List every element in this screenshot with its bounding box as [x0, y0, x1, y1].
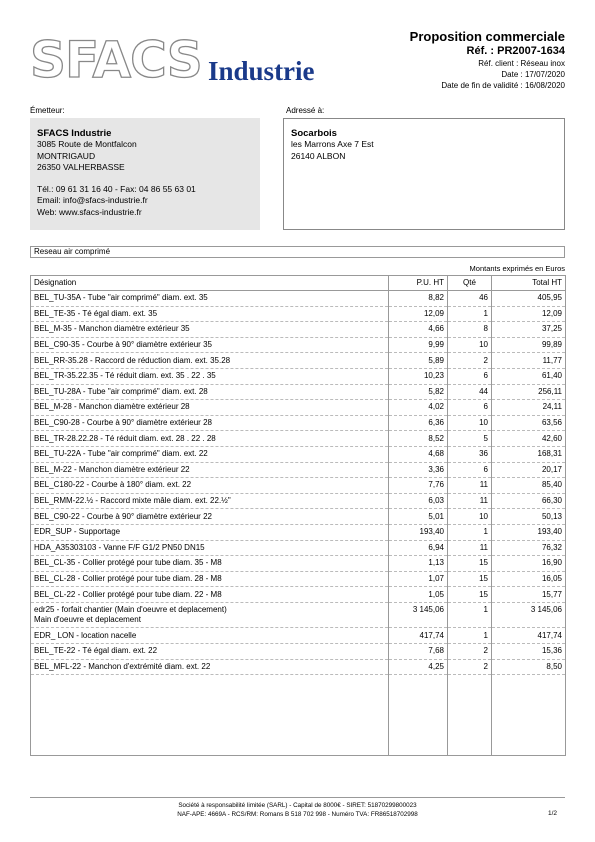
document-ref: Réf. : PR2007-1634: [466, 45, 565, 57]
cell-unit-price: 3,36: [389, 462, 448, 478]
emitter-address1: 3085 Route de Montfalcon: [37, 139, 137, 150]
table-row: [31, 400, 566, 416]
item-designation: BEL_TU-35A - Tube "air comprimé" diam. ext. 35: [34, 293, 208, 303]
recipient-address1: les Marrons Axe 7 Est: [291, 139, 374, 150]
document-date: Date : 17/07/2020: [501, 70, 565, 79]
logo-text: SFACS: [30, 31, 202, 89]
cell-total: 12,09: [492, 306, 566, 322]
logo-suffix: Industrie: [208, 56, 315, 86]
cell-designation: [31, 628, 389, 644]
emitter-address3: 26350 VALHERBASSE: [37, 161, 125, 172]
item-designation-detail: Main d'oeuvre et deplacement: [34, 615, 141, 625]
legal-footer: [30, 797, 565, 819]
cell-unit-price: 417,74: [389, 628, 448, 644]
table-row: [31, 644, 566, 660]
cell-unit-price: 5,01: [389, 509, 448, 525]
cell-total: 16,05: [492, 571, 566, 587]
cell-unit-price: 7,76: [389, 478, 448, 494]
cell-unit-price: 8,82: [389, 291, 448, 307]
emitter-box: [30, 118, 260, 230]
table-row: [31, 384, 566, 400]
cell-quantity: 5: [448, 431, 492, 447]
item-designation: BEL_TE-35 - Té égal diam. ext. 35: [34, 308, 158, 318]
item-designation: BEL_CL-28 - Collier protégé pour tube diam. 28 - M8: [34, 573, 222, 583]
cell-quantity: 1: [448, 602, 492, 628]
document-header: [265, 29, 565, 91]
footer-line1: Société à responsabilité limitée (SARL) - Capital de 8000€ - SIRET: 51870299800023: [178, 802, 417, 809]
cell-designation: [31, 415, 389, 431]
cell-unit-price: 5,82: [389, 384, 448, 400]
cell-unit-price: 5,89: [389, 353, 448, 369]
cell-quantity: 11: [448, 493, 492, 509]
cell-unit-price: 6,94: [389, 540, 448, 556]
cell-quantity: 15: [448, 556, 492, 572]
emitter-email: Email: info@sfacs-industrie.fr: [37, 195, 148, 206]
cell-designation: [31, 644, 389, 660]
table-row: [31, 659, 566, 675]
document-title: Proposition commerciale: [409, 29, 565, 44]
validity-date: Date de fin de validité : 16/08/2020: [441, 81, 565, 90]
table-row: [31, 478, 566, 494]
recipient-label: Adressé à:: [286, 106, 325, 115]
item-designation: BEL_TR-35.22.35 - Té réduit diam. ext. 35 . 22 . 35: [34, 371, 216, 381]
table-row: [31, 431, 566, 447]
amounts-note: Montants exprimés en Euros: [469, 264, 565, 273]
items-table: [30, 275, 566, 756]
cell-unit-price: 6,03: [389, 493, 448, 509]
cell-total: 8,50: [492, 659, 566, 675]
table-row: [31, 571, 566, 587]
table-row: [31, 556, 566, 572]
cell-unit-price: 10,23: [389, 368, 448, 384]
item-designation: BEL_CL-22 - Collier protégé pour tube diam. 22 - M8: [34, 589, 222, 599]
cell-quantity: 15: [448, 571, 492, 587]
cell-total: 168,31: [492, 446, 566, 462]
cell-total: 99,89: [492, 337, 566, 353]
table-row: [31, 415, 566, 431]
cell-designation: [31, 540, 389, 556]
cell-designation: [31, 556, 389, 572]
item-designation: BEL_M-35 - Manchon diamètre extérieur 35: [34, 324, 190, 334]
item-designation: BEL_TU-28A - Tube "air comprimé" diam. ext. 28: [34, 386, 208, 396]
cell-designation: [31, 478, 389, 494]
cell-total: 3 145,06: [492, 602, 566, 628]
header-total: Total HT: [492, 276, 566, 291]
table-row: [31, 368, 566, 384]
cell-total: 15,36: [492, 644, 566, 660]
item-designation: BEL_TU-22A - Tube "air comprimé" diam. ext. 22: [34, 449, 208, 459]
table-row: [31, 353, 566, 369]
item-designation: BEL_TE-22 - Té égal diam. ext. 22: [34, 646, 158, 656]
cell-designation: [31, 384, 389, 400]
cell-quantity: 36: [448, 446, 492, 462]
item-designation: EDR_SUP - Supportage: [34, 527, 121, 537]
table-row: [31, 602, 566, 628]
cell-total: 76,32: [492, 540, 566, 556]
cell-designation: [31, 431, 389, 447]
item-designation: BEL_TR-28.22.28 - Té réduit diam. ext. 28 . 22 . 28: [34, 433, 216, 443]
cell-total: 61,40: [492, 368, 566, 384]
cell-quantity: 11: [448, 478, 492, 494]
cell-unit-price: 3 145,06: [389, 602, 448, 628]
cell-designation: [31, 306, 389, 322]
item-designation: BEL_C90-22 - Courbe à 90° diamètre extérieur 22: [34, 511, 212, 521]
cell-designation: [31, 353, 389, 369]
table-row: [31, 540, 566, 556]
item-designation: BEL_M-22 - Manchon diamètre extérieur 22: [34, 464, 190, 474]
cell-total: 20,17: [492, 462, 566, 478]
item-designation: BEL_C90-28 - Courbe à 90° diamètre extérieur 28: [34, 418, 212, 428]
cell-quantity: 1: [448, 628, 492, 644]
header-unit-price: P.U. HT: [389, 276, 448, 291]
table-row: [31, 493, 566, 509]
cell-unit-price: 1,05: [389, 587, 448, 603]
footer-line2: NAF-APE: 4669A - RCS/RM: Romans B 518 702 998 - Numéro TVA: FR86518702998: [177, 810, 418, 818]
item-designation: BEL_RMM-22.½ - Raccord mixte mâle diam. ext. 22.½": [34, 496, 231, 506]
cell-quantity: 2: [448, 644, 492, 660]
cell-total: 37,25: [492, 322, 566, 338]
emitter-address2: MONTRIGAUD: [37, 150, 96, 161]
cell-total: 85,40: [492, 478, 566, 494]
cell-unit-price: 9,99: [389, 337, 448, 353]
table-row: [31, 337, 566, 353]
cell-unit-price: 4,66: [389, 322, 448, 338]
table-row: [31, 322, 566, 338]
table-row: [31, 446, 566, 462]
cell-designation: [31, 291, 389, 307]
item-designation: BEL_MFL-22 - Manchon d'extrémité diam. ext. 22: [34, 661, 211, 671]
item-designation: EDR_ LON - location nacelle: [34, 630, 137, 640]
cell-total: 193,40: [492, 524, 566, 540]
table-row: [31, 462, 566, 478]
cell-total: 63,56: [492, 415, 566, 431]
cell-unit-price: 1,13: [389, 556, 448, 572]
emitter-web: Web: www.sfacs-industrie.fr: [37, 206, 142, 217]
item-designation: BEL_C90-35 - Courbe à 90° diamètre extérieur 35: [34, 340, 212, 350]
cell-quantity: 15: [448, 587, 492, 603]
cell-total: 24,11: [492, 400, 566, 416]
cell-total: 50,13: [492, 509, 566, 525]
recipient-address2: 26140 ALBON: [291, 150, 346, 161]
cell-total: 66,30: [492, 493, 566, 509]
cell-designation: [31, 400, 389, 416]
table-header-row: [31, 276, 566, 291]
cell-quantity: 1: [448, 524, 492, 540]
cell-quantity: 10: [448, 337, 492, 353]
table-row: [31, 628, 566, 644]
proposal-subject: Reseau air comprimé: [30, 246, 565, 258]
cell-designation: [31, 322, 389, 338]
cell-quantity: 10: [448, 509, 492, 525]
item-designation: BEL_CL-35 - Collier protégé pour tube diam. 35 - M8: [34, 558, 222, 568]
cell-quantity: 46: [448, 291, 492, 307]
cell-unit-price: 4,25: [389, 659, 448, 675]
cell-quantity: 2: [448, 353, 492, 369]
emitter-phone: Tél.: 09 61 31 16 40 - Fax: 04 86 55 63 01: [37, 184, 196, 195]
table-row: [31, 291, 566, 307]
item-designation: BEL_RR-35.28 - Raccord de réduction diam. ext. 35.28: [34, 355, 231, 365]
cell-unit-price: 4,68: [389, 446, 448, 462]
cell-total: 417,74: [492, 628, 566, 644]
cell-quantity: 8: [448, 322, 492, 338]
header-quantity: Qté: [448, 276, 492, 291]
cell-designation: [31, 571, 389, 587]
cell-designation: [31, 524, 389, 540]
item-designation: HDA_A35303103 - Vanne F/F G1/2 PN50 DN15: [34, 542, 205, 552]
cell-designation: [31, 462, 389, 478]
cell-designation: [31, 587, 389, 603]
cell-quantity: 6: [448, 400, 492, 416]
cell-quantity: 6: [448, 462, 492, 478]
cell-total: 256,11: [492, 384, 566, 400]
cell-total: 11,77: [492, 353, 566, 369]
table-row: [31, 587, 566, 603]
cell-quantity: 1: [448, 306, 492, 322]
cell-quantity: 2: [448, 659, 492, 675]
table-row: [31, 509, 566, 525]
cell-quantity: 6: [448, 368, 492, 384]
table-row: [31, 306, 566, 322]
recipient-name: Socarbois: [291, 128, 337, 139]
recipient-box: [283, 118, 565, 230]
emitter-label: Émetteur:: [30, 106, 65, 115]
item-designation: edr25 - forfait chantier (Main d'oeuvre et deplacement): [34, 605, 227, 615]
cell-unit-price: 6,36: [389, 415, 448, 431]
cell-unit-price: 7,68: [389, 644, 448, 660]
cell-designation: [31, 493, 389, 509]
client-ref: Réf. client : Réseau inox: [478, 59, 565, 68]
cell-total: 405,95: [492, 291, 566, 307]
cell-unit-price: 4,02: [389, 400, 448, 416]
table-filler-row: [31, 675, 566, 756]
emitter-name: SFACS Industrie: [37, 128, 112, 139]
cell-quantity: 10: [448, 415, 492, 431]
item-designation: BEL_M-28 - Manchon diamètre extérieur 28: [34, 402, 190, 412]
cell-total: 16,90: [492, 556, 566, 572]
cell-unit-price: 8,52: [389, 431, 448, 447]
cell-unit-price: 1,07: [389, 571, 448, 587]
cell-designation: [31, 602, 389, 628]
cell-total: 42,60: [492, 431, 566, 447]
table-row: [31, 524, 566, 540]
cell-designation: [31, 368, 389, 384]
header-designation: Désignation: [31, 276, 389, 291]
cell-unit-price: 193,40: [389, 524, 448, 540]
page-number: 1/2: [547, 810, 557, 817]
cell-total: 15,77: [492, 587, 566, 603]
cell-designation: [31, 509, 389, 525]
cell-quantity: 44: [448, 384, 492, 400]
cell-designation: [31, 446, 389, 462]
item-designation: BEL_C180-22 - Courbe à 180° diam. ext. 22: [34, 480, 192, 490]
cell-unit-price: 12,09: [389, 306, 448, 322]
cell-quantity: 11: [448, 540, 492, 556]
cell-designation: [31, 337, 389, 353]
cell-designation: [31, 659, 389, 675]
